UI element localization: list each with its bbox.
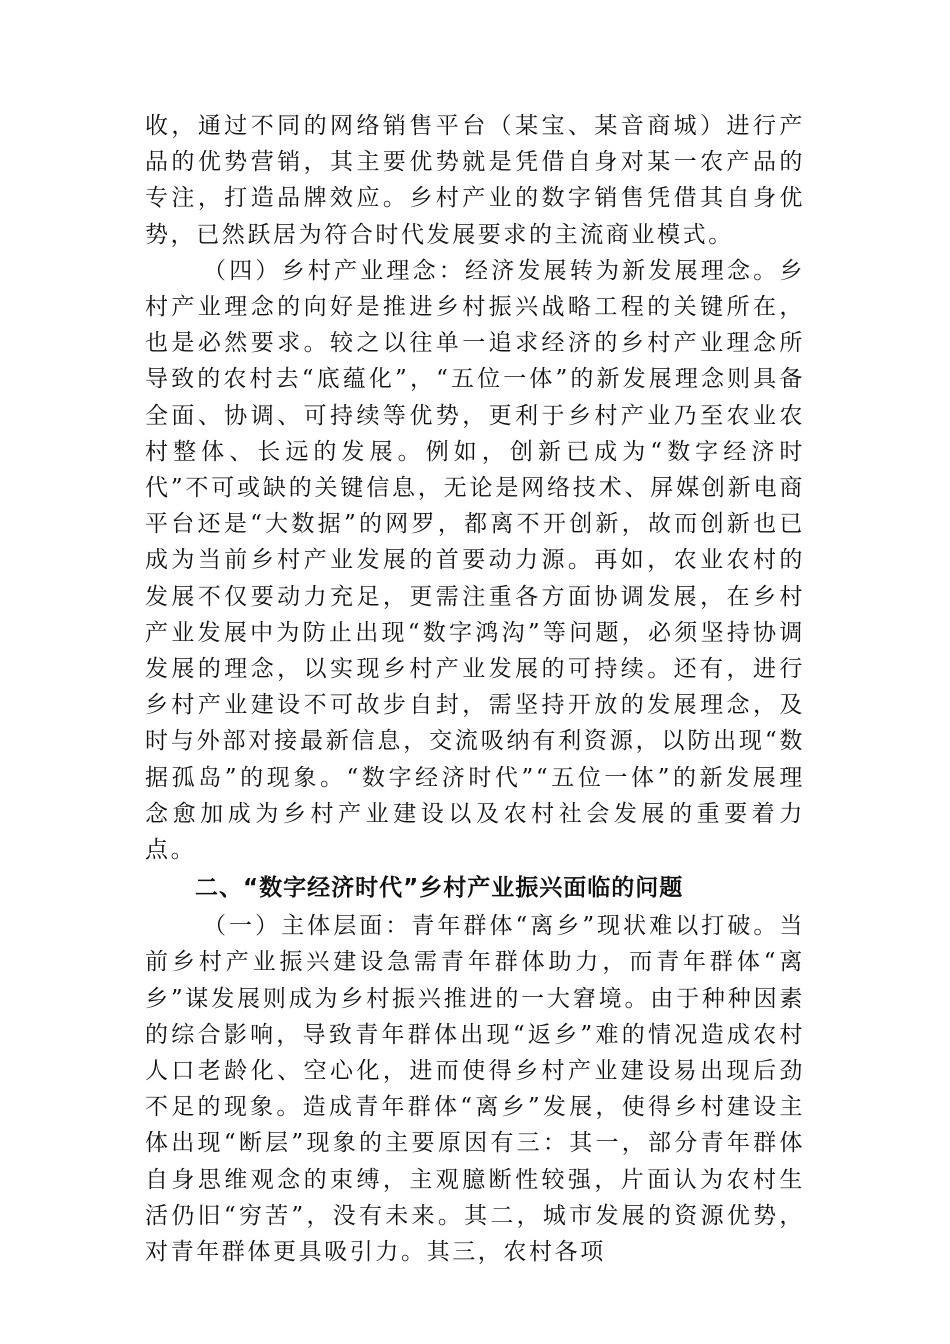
paragraph-youth-leaving: （一）主体层面：青年群体“离乡”现状难以打破。当前乡村产业振兴建设急需青年群体助力，而青年群体“离乡”谋发展则成为乡村振兴推进的一大窘境。由于种种因素的综合影响，导致青年群体出现“返乡”难的情况造成农村人口老龄化、空心化，进而使得乡村产业建设易出现后劲不足的现象。造成青年群体“离乡”发展，使得乡村建设主体出现“断层”现象的主要原因有三：其一，部分青年群体自身思维观念的束缚，主观臆断性较强，片面认为农村生活仍旧“穷苦”，没有未来。其二，城市发展的资源优势，对青年群体更具吸引力。其三，农村各项	[145, 913, 805, 1266]
section-heading-problems: 二、“数字经济时代”乡村产业振兴面临的问题	[195, 875, 684, 902]
document-page	[145, 108, 805, 1270]
paragraph-rural-industry-concept: （四）乡村产业理念：经济发展转为新发展理念。乡村产业理念的向好是推进乡村振兴战略工程的关键所在，也是必然要求。较之以往单一追求经济的乡村产业理念所导致的农村去“底蕴化”，“五位一体”的新发展理念则具备全面、协调、可持续等优势，更利于乡村产业乃至农业农村整体、长远的发展。例如，创新已成为“数字经济时代”不可或缺的关键信息，无论是网络技术、屏媒创新电商平台还是“大数据”的网罗，都离不开创新，故而创新也已成为当前乡村产业发展的首要动力源。再如，农业农村的发展不仅要动力充足，更需注重各方面协调发展，在乡村产业发展中为防止出现“数字鸿沟”等问题，必须坚持协调发展的理念，以实现乡村产业发展的可持续。还有，进行乡村产业建设不可故步自封，需坚持开放的发展理念，及时与外部对接最新信息，交流吸纳有利资源，以防出现“数据孤岛”的现象。“数字经济时代”“五位一体”的新发展理念愈加成为乡村产业建设以及农村社会发展的重要着力点。	[145, 257, 805, 864]
paragraph-continuation: 收，通过不同的网络销售平台（某宝、某音商城）进行产品的优势营销，其主要优势就是凭借自身对某一农产品的专注，打造品牌效应。乡村产业的数字销售凭借其自身优势，已然跃居为符合时代发展要求的主流商业模式。	[145, 113, 805, 248]
